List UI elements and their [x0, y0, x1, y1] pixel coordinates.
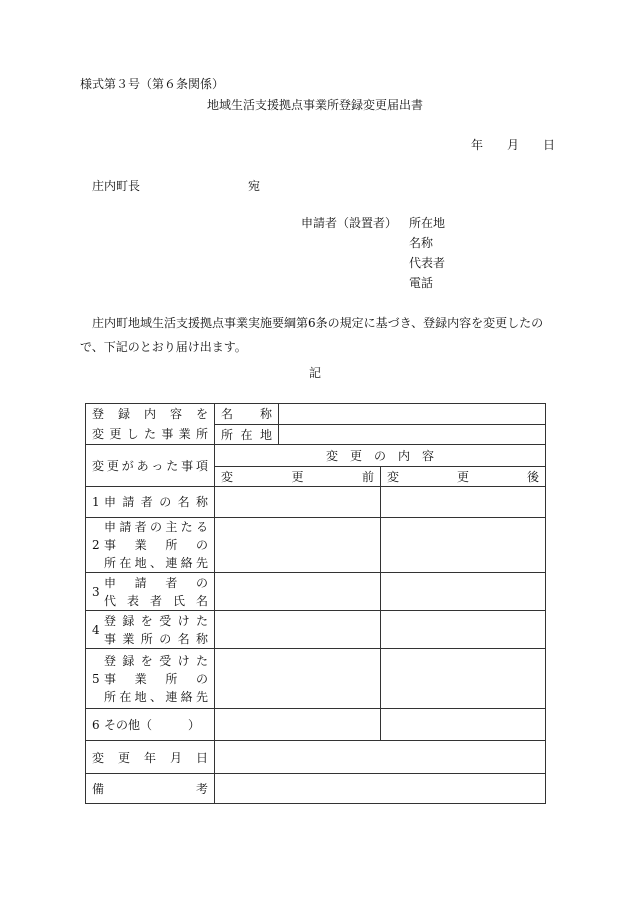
item-6-after: [381, 709, 546, 741]
change-date-label: 変更年月日: [92, 750, 208, 765]
ki-heading: 記: [308, 366, 321, 380]
item-2-after: [381, 518, 546, 573]
applicant-field-representative: 代表者: [409, 256, 446, 270]
item-5-number: 5: [92, 671, 100, 686]
date-month: 月: [507, 138, 520, 152]
change-form-table: [85, 403, 546, 804]
applicant-label: 申請者（設置者）: [301, 216, 398, 230]
item-6-number: 6: [92, 717, 100, 732]
office-name-value: [279, 404, 546, 425]
remarks-label: 備 考: [92, 782, 208, 796]
item-1-after: [381, 487, 546, 518]
item-3-after: [381, 573, 546, 611]
office-label-line2: 変更した事業所: [92, 427, 208, 441]
office-name-label: 名 称: [221, 407, 272, 422]
before-header-cell: [215, 467, 381, 487]
item-4-before: [215, 611, 381, 649]
item-2-line-2: 事 業 所 の: [104, 538, 208, 552]
applicant-field-address: 所在地: [409, 216, 446, 230]
item-5-line-3: 所在地、連絡先: [104, 689, 208, 704]
item-4-after: [381, 611, 546, 649]
item-3-before: [215, 573, 381, 611]
changed-items-label-cell: [86, 445, 215, 487]
remarks-label-cell: [86, 774, 215, 804]
item-2-label: [86, 518, 215, 573]
applicant-fields: [409, 217, 445, 297]
item-1-line-1: 申請者の名称: [104, 495, 208, 509]
document-title: 地域生活支援拠点事業所登録変更届出書: [206, 98, 423, 112]
changed-items-label: 変更があった事項: [92, 459, 208, 473]
item-5-line-1: 登録を受けた: [104, 653, 208, 668]
item-4-line-2: 事業所の名称: [104, 631, 208, 646]
item-6-line-1: その他（ ）: [104, 717, 201, 732]
item-2-before: [215, 518, 381, 573]
change-content-header: 変 更 の 内 容: [215, 445, 546, 467]
item-6-label: [86, 709, 215, 741]
item-3-label: [86, 573, 215, 611]
office-label-cell: [86, 404, 215, 445]
item-5-line-2: 事 業 所 の: [104, 671, 208, 686]
office-address-label-cell: [215, 424, 279, 445]
body-text: 庄内町地域生活支援拠点事業実施要綱第6条の規定に基づき、登録内容を変更したので、下記のとおり届け出ます。: [80, 316, 544, 354]
item-1-label: [86, 487, 215, 518]
addressee: 庄内町長: [92, 179, 141, 193]
item-1-number: 1: [92, 495, 100, 509]
office-address-label: 所在地: [221, 427, 272, 442]
after-header-cell: [381, 467, 546, 487]
item-5-before: [215, 649, 381, 709]
office-address-value: [279, 424, 546, 445]
item-3-line-1: 申 請 者 の: [104, 575, 208, 590]
item-2-number: 2: [92, 538, 100, 552]
item-2-line-3: 所在地、連絡先: [104, 556, 208, 570]
change-date-value: [215, 741, 546, 774]
item-4-number: 4: [92, 622, 100, 637]
change-date-label-cell: [86, 741, 215, 774]
item-2-line-1: 申請者の主たる: [104, 520, 208, 534]
office-name-label-cell: [215, 404, 279, 425]
remarks-value: [215, 774, 546, 804]
applicant-field-name: 名称: [409, 236, 434, 250]
item-4-line-1: 登録を受けた: [104, 613, 208, 628]
item-1-before: [215, 487, 381, 518]
form-number: 様式第３号（第６条関係）: [80, 77, 225, 91]
item-5-label: [86, 649, 215, 709]
item-3-number: 3: [92, 584, 100, 599]
applicant-field-phone: 電話: [409, 276, 434, 290]
date-year: 年: [471, 138, 484, 152]
addressee-suffix: 宛: [248, 179, 261, 193]
date-line: [471, 139, 555, 151]
date-day: 日: [543, 138, 556, 152]
before-header: 変 更 前: [221, 470, 374, 484]
office-label-line1: 登録内容を: [92, 407, 208, 421]
item-4-label: [86, 611, 215, 649]
item-6-before: [215, 709, 381, 741]
after-header: 変 更 後: [387, 470, 539, 484]
item-5-after: [381, 649, 546, 709]
item-3-line-2: 代表者氏名: [104, 593, 208, 608]
